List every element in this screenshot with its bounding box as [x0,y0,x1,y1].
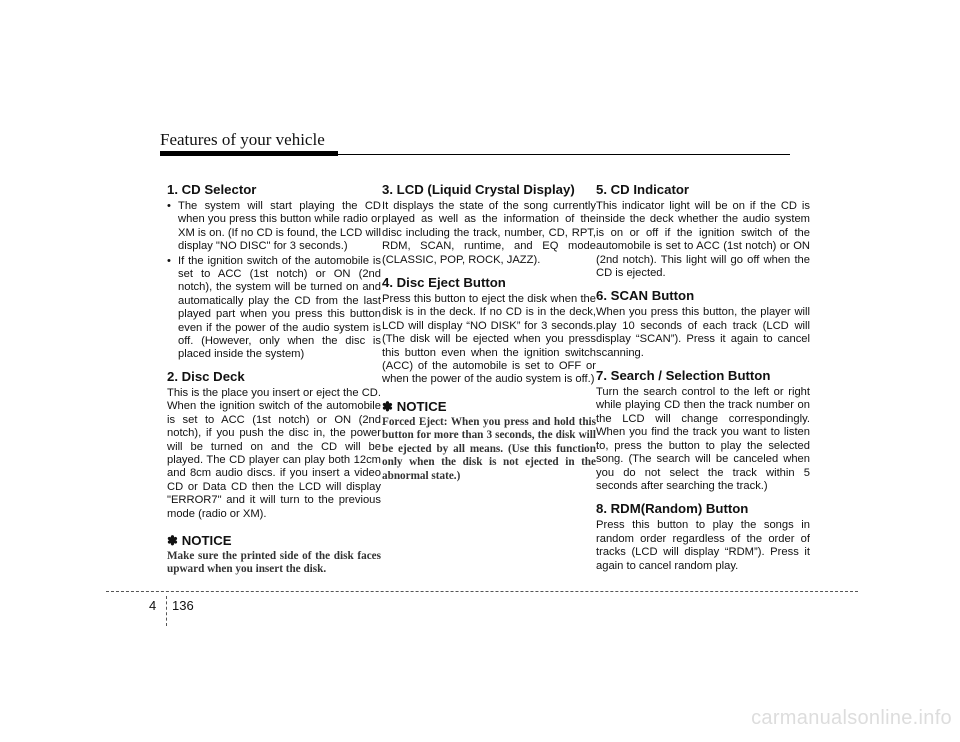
section-heading-scan: 6. SCAN Button [596,288,695,304]
section-heading-disc-eject: 4. Disc Eject Button [382,275,506,291]
bullet-icon: • [167,200,171,212]
search-body: Turn the search control to the left or right while playing CD then the track number on the LCD will change correspondingly. When you find the track you want to listen to, press the button to play the selected song. (The search will be canceled when you do not select the track within 5 seconds after searching the track.) [596,386,810,492]
list-item [167,255,381,362]
bullet-text: The system will start playing the CD when you press this button while radio or XM is on. (If no CD is found, the LCD will display "NO DISC" for 3 seconds.) [178,200,381,253]
header-rule-thin [338,154,790,155]
notice-body: Make sure the printed side of the disk faces upward when you insert the disk. [167,549,381,576]
page-number: 136 [172,598,194,613]
section-heading-search: 7. Search / Selection Button [596,368,771,384]
list-item [167,200,381,254]
column-1 [167,181,381,585]
scan-body: When you press this button, the player will play 10 seconds of each track (LCD will display “SCAN”). Press it again to cancel scanning. [596,306,810,359]
chapter-number: 4 [149,598,157,613]
section-heading-lcd: 3. LCD (Liquid Crystal Display) [382,182,575,197]
page-header-title: Features of your vehicle [160,130,325,149]
section-heading-cd-selector: 1. CD Selector [167,182,257,197]
rdm-body: Press this button to play the songs in random order regardless of the order of tracks (LCD will display “RDM”). Press it again to cancel random play. [596,519,810,572]
notice-title: ✽ NOTICE [167,532,232,548]
notice-title: ✽ NOTICE [382,398,447,414]
section-heading-disc-deck: 2. Disc Deck [167,368,245,384]
cd-selector-bullets [167,200,381,362]
cd-indicator-body: This indicator light will be on if the CD is inside the deck whether the audio system is on or off if the ignition switch of the automobile is set to ACC (1st notch) or ON (2nd notch). This light will go off when the CD is ejected. [596,200,810,280]
disc-deck-body: This is the place you insert or eject the CD. When the ignition switch of the automobile is set to ACC (1st notch) or ON (2nd notch), if you push the disc in, the power will be turned on and the CD will be played. The CD player can play both 12cm and 8cm audio discs. if you insert a video CD or Data CD then the LCD will display "ERROR7" and it will turn to the previous mode (radio or XM). [167,386,381,520]
column-2 [382,181,596,491]
column-3 [596,181,810,580]
bullet-text: If the ignition switch of the automobile is set to ACC (1st notch) or ON (2nd notch), the system will be turned on and automatically play the CD from the last played part when you press this button even if the power of the audio system is off. (However, only when the disc is placed inside the system) [178,254,381,361]
disc-eject-body: Press this button to eject the disk when the disk is in the deck. If no CD is in the deck, LCD will display “NO DISK” for 3 seconds. (The disk will be ejected when you press this button even when the ignition switch (ACC) of the automobile is set to OFF or when the power of the audio system is off.) [382,293,596,386]
header-rule-thick [160,151,338,156]
bullet-icon: • [167,254,171,267]
watermark: carmanualsonline.info [751,707,952,729]
lcd-body: It displays the state of the song currently played as well as the information of the disc including the track, number, CD, RPT, RDM, SCAN, runtime, and EQ mode (CLASSIC, POP, ROCK, JAZZ). [382,200,596,266]
section-heading-cd-indicator: 5. CD Indicator [596,182,690,197]
notice-body: Forced Eject: When you press and hold this button for more than 3 seconds, the disk will be ejected by all means. (Use this function only when the disk is not ejected in the abnormal state.) [382,415,596,482]
footer-vertical-divider [166,596,167,626]
section-heading-rdm: 8. RDM(Random) Button [596,501,749,517]
footer-divider [106,591,858,592]
